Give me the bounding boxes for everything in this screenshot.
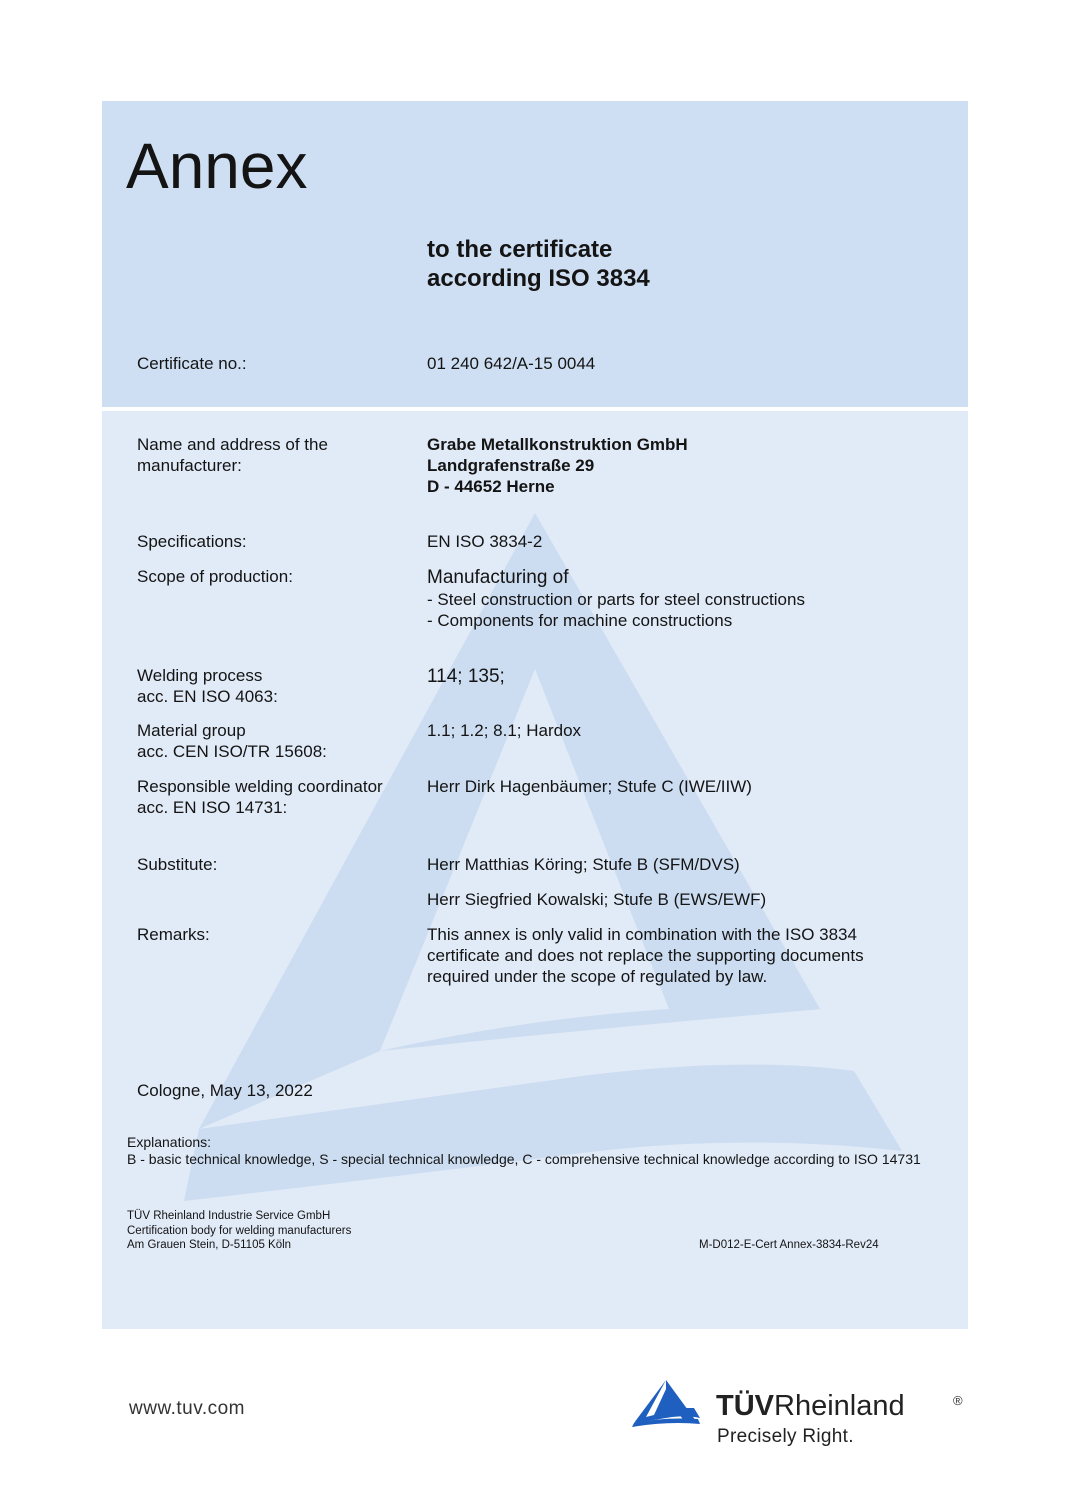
specifications-value: EN ISO 3834-2 [427, 532, 543, 551]
welding-process-label-line-1: Welding process [137, 666, 263, 685]
scope-heading: Manufacturing of [427, 567, 569, 588]
document-code: M-D012-E-Cert Annex-3834-Rev24 [699, 1239, 879, 1251]
explanations-text: B - basic technical knowledge, S - special technical knowledge, C - comprehensive technical knowledge according to ISO 14731 [127, 1151, 921, 1167]
manufacturer-street: Landgrafenstraße 29 [427, 456, 595, 475]
coordinator-label [137, 776, 383, 818]
manufacturer-city: D - 44652 Herne [427, 477, 555, 496]
manufacturer-label-line-2: manufacturer: [137, 456, 242, 475]
page-title: Annex [126, 130, 308, 202]
registered-mark: ® [953, 1393, 963, 1408]
tuv-triangle-logo-icon [632, 1377, 702, 1427]
material-group-label-line-1: Material group [137, 721, 246, 740]
material-group-label [137, 720, 327, 762]
subtitle [427, 235, 650, 293]
scope-item-2: - Components for machine constructions [427, 611, 733, 630]
issuer-line-1: TÜV Rheinland Industrie Service GmbH [127, 1210, 331, 1222]
remarks-line-3: required under the scope of regulated by law. [427, 967, 768, 986]
brand-tagline: Precisely Right. [717, 1426, 854, 1447]
issuer-line-3: Am Grauen Stein, D-51105 Köln [127, 1239, 292, 1251]
coordinator-value: Herr Dirk Hagenbäumer; Stufe C (IWE/IIW) [427, 777, 752, 796]
issuer-block [127, 1209, 351, 1253]
coordinator-label-line-2: acc. EN ISO 14731: [137, 798, 288, 817]
manufacturer-label [137, 434, 328, 476]
welding-process-value: 114; 135; [427, 666, 505, 687]
remarks-text [427, 924, 864, 987]
issuer-line-2: Certification body for welding manufacturers [127, 1224, 352, 1237]
manufacturer-label-line-1: Name and address of the [137, 435, 328, 454]
welding-process-label [137, 665, 278, 707]
explanations-label: Explanations: [127, 1134, 212, 1150]
substitute-label: Substitute: [137, 855, 218, 874]
place-date: Cologne, May 13, 2022 [137, 1081, 313, 1100]
brand-name [716, 1389, 905, 1423]
certificate-number: 01 240 642/A-15 0044 [427, 354, 596, 373]
subtitle-line-2: according ISO 3834 [427, 265, 650, 292]
remarks-line-2: certificate and does not replace the supporting documents [427, 946, 864, 965]
welding-process-label-line-2: acc. EN ISO 4063: [137, 687, 278, 706]
material-group-label-line-2: acc. CEN ISO/TR 15608: [137, 742, 327, 761]
certificate-label: Certificate no.: [137, 354, 247, 373]
material-group-value: 1.1; 1.2; 8.1; Hardox [427, 721, 582, 740]
scope-items [427, 589, 805, 631]
scope-label: Scope of production: [137, 567, 293, 586]
brand-bold: TÜV [716, 1390, 774, 1422]
brand-regular: Rheinland [774, 1390, 905, 1422]
coordinator-label-line-1: Responsible welding coordinator [137, 777, 383, 796]
subtitle-line-1: to the certificate [427, 236, 613, 263]
manufacturer-address [427, 434, 688, 497]
scope-item-1: - Steel construction or parts for steel constructions [427, 590, 805, 609]
remarks-label: Remarks: [137, 925, 210, 944]
website-link[interactable]: www.tuv.com [129, 1398, 246, 1419]
remarks-line-1: This annex is only valid in combination with the ISO 3834 [427, 925, 857, 944]
specifications-label: Specifications: [137, 532, 247, 551]
manufacturer-name: Grabe Metallkonstruktion GmbH [427, 435, 688, 454]
substitute-value-2: Herr Siegfried Kowalski; Stufe B (EWS/EWF) [427, 890, 767, 909]
substitute-value-1: Herr Matthias Köring; Stufe B (SFM/DVS) [427, 855, 740, 874]
